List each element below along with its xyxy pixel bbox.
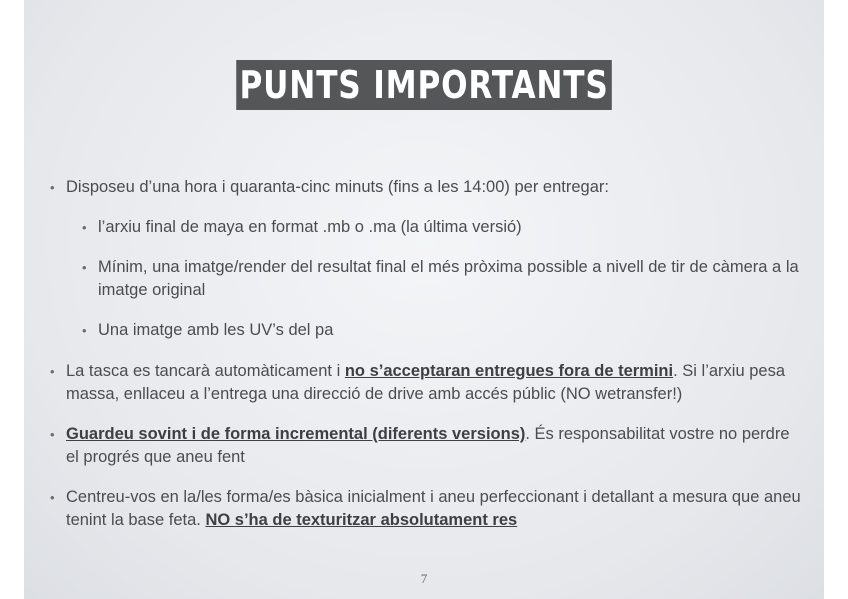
bullet-item-4	[46, 486, 806, 532]
sub-bullet-item-3	[78, 319, 806, 342]
bullet-text-pre: La tasca es tancarà automàticament i	[66, 362, 345, 380]
bullet-text: l’arxiu final de maya en format .mb o .ma (la última versió)	[98, 218, 522, 236]
emphasis-text: NO s’ha de texturitzar absolutament res	[205, 511, 518, 529]
page-number: 7	[420, 571, 428, 586]
bullet-list	[46, 176, 806, 549]
bullet-text-post: . Si l’arxiu pesa massa, enllaceu a l’entrega una direcció de drive amb accés públic (NO wetransfer!)	[66, 362, 785, 403]
emphasis-text: Guardeu sovint i de forma incremental (diferents versions)	[66, 425, 526, 443]
bullet-dot: •	[50, 490, 55, 505]
bullet-item-1	[46, 176, 806, 199]
emphasis-text: no s’acceptaran entregues fora de termini	[344, 362, 674, 380]
bullet-item-2	[46, 360, 806, 406]
bullet-dot: •	[50, 364, 55, 379]
bullet-dot: •	[82, 323, 87, 338]
bullet-text: Mínim, una imatge/render del resultat final el més pròxima possible a nivell de tir de càmera a la imatge original	[98, 258, 799, 299]
bullet-text-post: . És responsabilitat vostre no perdre el progrés que aneu fent	[66, 425, 790, 466]
bullet-dot: •	[82, 220, 87, 235]
bullet-item-3	[46, 423, 806, 469]
slide-title: PUNTS IMPORTANTS	[236, 60, 612, 110]
sub-bullet-item-2	[78, 256, 806, 302]
sub-bullet-item-1	[78, 216, 806, 239]
title-wrap	[24, 60, 824, 110]
bullet-dot: •	[50, 180, 55, 195]
bullet-dot: •	[50, 427, 55, 442]
bullet-text-pre: Centreu-vos en la/les forma/es bàsica inicialment i aneu perfeccionant i detallant a mesura que aneu tenint la base feta.	[66, 488, 801, 529]
bullet-text: Una imatge amb les UV’s del pa	[98, 321, 334, 339]
slide	[24, 0, 824, 599]
bullet-text: Disposeu d’una hora i quaranta-cinc minuts (fins a les 14:00) per entregar:	[66, 178, 609, 196]
bullet-dot: •	[82, 260, 87, 275]
